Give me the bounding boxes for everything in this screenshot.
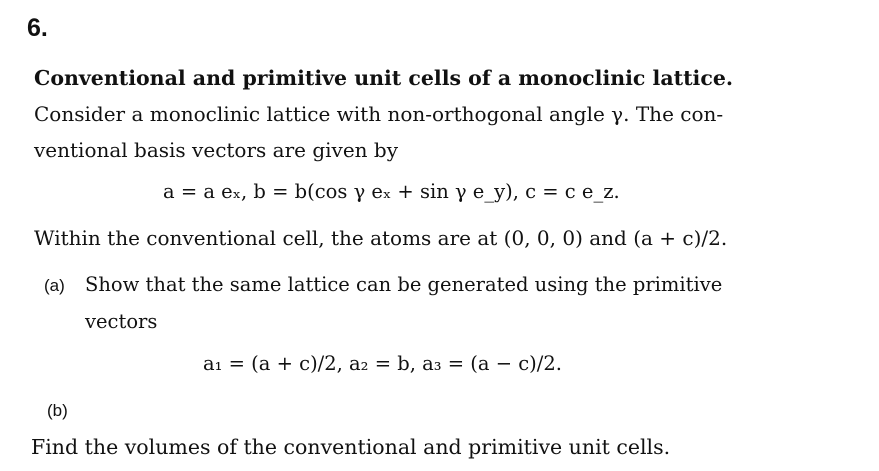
part-b-text: Find the volumes of the conventional and primitive unit cells. <box>31 435 671 459</box>
basis-vectors-equation: a = a eₓ, b = b(cos γ eₓ + sin γ e_y), c = c e_z. <box>163 180 620 203</box>
atom-positions-text: Within the conventional cell, the atoms are at (0, 0, 0) and (a + c)/2. <box>34 226 728 250</box>
intro-text-line-1: Consider a monoclinic lattice with non-orthogonal angle γ. The con- <box>34 102 724 126</box>
part-b-label: (b) <box>47 401 68 420</box>
part-a-label: (a) <box>44 276 65 295</box>
problem-title: Conventional and primitive unit cells of a monoclinic lattice. <box>34 66 734 90</box>
part-a-text-line-2: vectors <box>85 310 158 333</box>
primitive-vectors-equation: a₁ = (a + c)/2, a₂ = b, a₃ = (a − c)/2. <box>203 352 562 375</box>
intro-text-line-2: ventional basis vectors are given by <box>34 138 399 162</box>
problem-number: 6. <box>27 14 48 42</box>
part-a-text-line-1: Show that the same lattice can be generated using the primitive <box>85 273 723 296</box>
